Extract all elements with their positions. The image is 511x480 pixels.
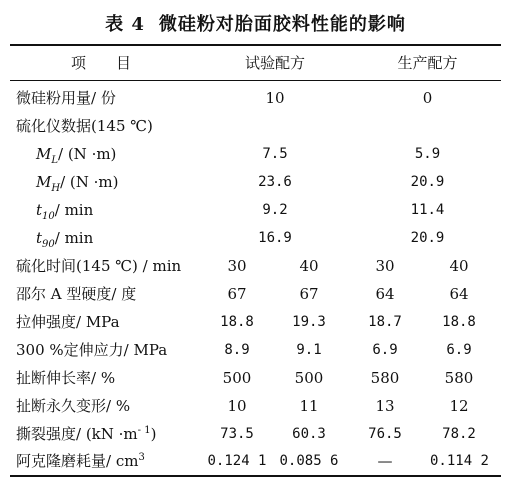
cell-value: 9.1 [296,342,322,358]
cell-value: 19.3 [292,314,326,330]
cell-prod: 5.9 [414,146,441,162]
cell-value: 18.8 [442,314,476,330]
row-label: 撕裂强度/ $(kN \cdot m^{- 1})$ [16,425,157,443]
cell-value: 8.9 [224,342,250,358]
header-rule [10,80,501,81]
cell-value: 12 [449,397,469,415]
row-label: 硫化时间(145 ℃) / min [16,257,182,275]
cell-prod: 20.9 [410,174,445,190]
cell-prod: 11.4 [410,202,445,218]
cell-prod: 0 [422,89,433,107]
header-test-formula: 试验配方 [244,54,305,72]
cell-value: 64 [375,285,395,303]
row-label: $t_{90}/$ min [36,229,94,250]
cell-value: 580 [444,369,474,387]
header-item: 项 目 [70,54,131,72]
cell-value: 13 [375,397,395,415]
table-caption: 微硅粉对胎面胶料性能的影响 [158,14,406,35]
cell-value: 0.124 1 [207,453,267,469]
table-title [0,10,511,36]
header-production-formula: 生产配方 [397,54,458,72]
cell-value: 6.9 [446,342,472,358]
cell-value: 580 [370,369,400,387]
row-label: 阿克隆磨耗量/ $cm^3$ [16,452,145,470]
row-label: $M_H/$ (N ·m) [36,173,119,194]
cell-value: 73.5 [220,426,254,442]
cell-value: 30 [375,257,395,275]
row-label: 扯断永久变形/ % [16,397,131,415]
cell-value: 30 [227,257,247,275]
cell-value: 6.9 [372,342,398,358]
row-label: $M_L/$ (N ·m) [36,145,117,166]
cell-value: 76.5 [368,426,402,442]
row-label: 扯断伸长率/ % [16,369,116,387]
row-label: 微硅粉用量/ 份 [16,89,116,107]
cell-value: 78.2 [442,426,476,442]
cell-value: — [377,452,393,470]
cell-value: 10 [227,397,247,415]
top-rule [10,44,501,46]
cell-test: 23.6 [258,174,292,190]
bottom-rule [10,475,501,477]
cell-value: 0.114 2 [429,453,489,469]
row-label: 硫化仪数据(145 ℃) [16,117,153,135]
table-number: 表 4 [105,14,145,35]
cell-value: 18.8 [220,314,254,330]
cell-test: 9.2 [262,202,288,218]
cell-value: 500 [294,369,324,387]
cell-prod: 20.9 [410,230,445,246]
cell-test: 10 [265,89,285,107]
cell-value: 60.3 [292,426,326,442]
cell-value: 40 [299,257,319,275]
cell-value: 64 [449,285,469,303]
row-label: 300 %定伸应力/ MPa [16,341,168,359]
cell-value: 500 [222,369,252,387]
cell-value: 11 [299,397,319,415]
cell-value: 18.7 [368,314,402,330]
cell-value: 67 [227,285,247,303]
cell-value: 0.085 6 [279,453,339,469]
row-label: 拉伸强度/ MPa [16,313,120,331]
row-label: $t_{10}/$ min [36,201,94,222]
cell-value: 40 [449,257,469,275]
row-label: 邵尔 A 型硬度/ 度 [16,285,137,303]
cell-test: 16.9 [258,230,292,246]
cell-value: 67 [299,285,319,303]
cell-test: 7.5 [262,146,288,162]
